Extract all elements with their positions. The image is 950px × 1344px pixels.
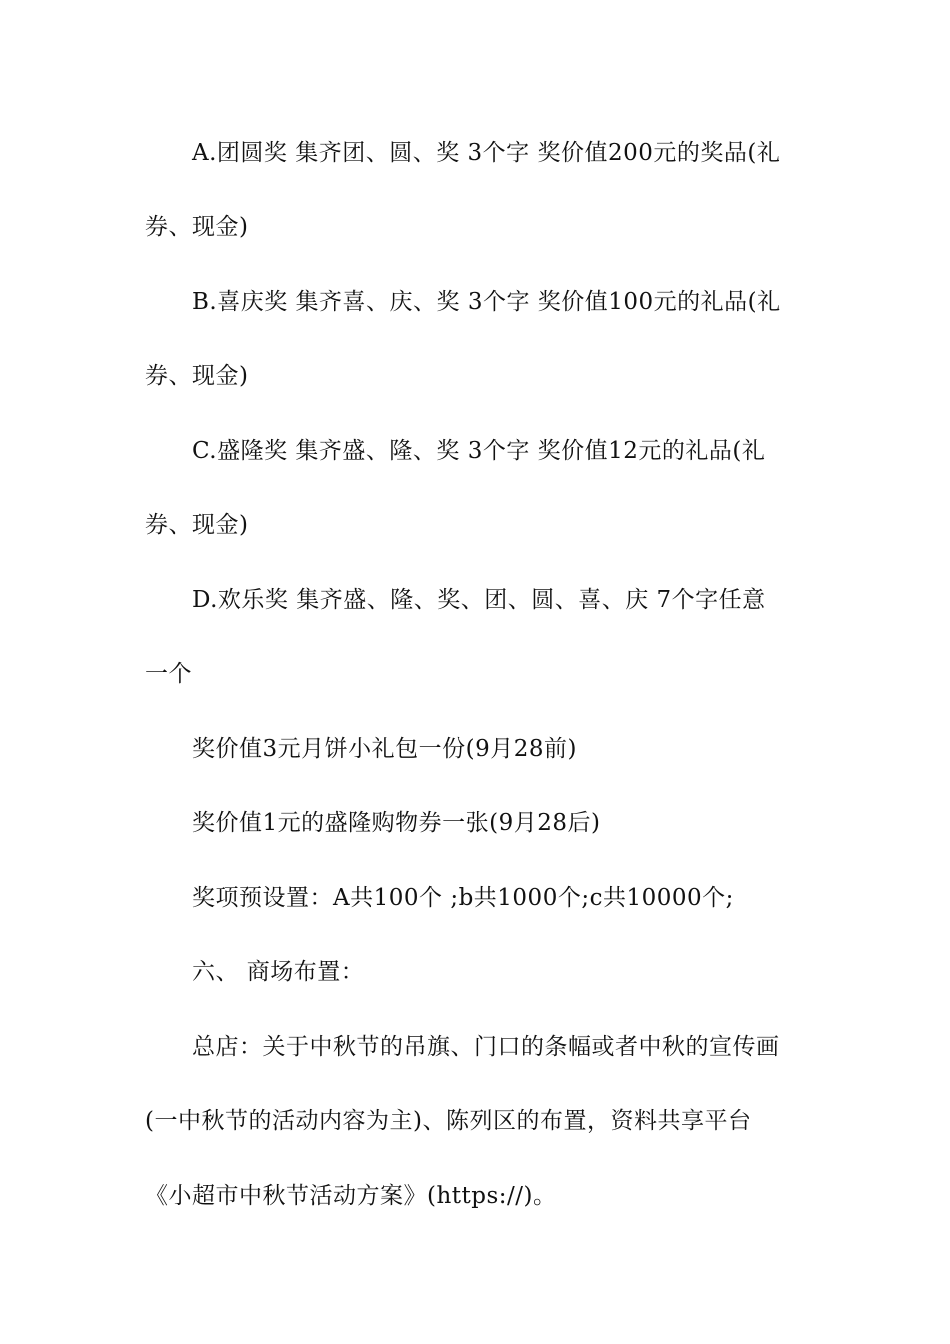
prize-a-continuation: 券、现金) [145,214,249,240]
store-layout-line: 总店：关于中秋节的吊旗、门口的条幅或者中秋的宣传画 [192,1034,780,1060]
prize-b-line: B.喜庆奖 集齐喜、庆、奖 3个字 奖价值100元的礼品(礼 [192,289,781,315]
store-layout-continuation: (一中秋节的活动内容为主)、陈列区的布置，资料共享平台 [145,1108,752,1134]
document-reference-line: 《小超市中秋节活动方案》(https://)。 [145,1183,557,1209]
prize-c-line: C.盛隆奖 集齐盛、隆、奖 3个字 奖价值12元的礼品(礼 [192,438,766,464]
prize-b-continuation: 券、现金) [145,363,249,389]
prize-d-before-date: 奖价值3元月饼小礼包一份(9月28前) [192,736,577,762]
prize-c-continuation: 券、现金) [145,512,249,538]
prize-d-continuation: 一个 [145,661,192,687]
section-six-heading: 六、 商场布置： [192,959,365,985]
prize-a-line: A.团圆奖 集齐团、圆、奖 3个字 奖价值200元的奖品(礼 [192,140,781,166]
prize-quota-line: 奖项预设置：A共100个 ;b共1000个;c共10000个; [192,885,734,911]
prize-d-after-date: 奖价值1元的盛隆购物券一张(9月28后) [192,810,601,836]
prize-d-line: D.欢乐奖 集齐盛、隆、奖、团、圆、喜、庆 7个字任意 [192,587,766,613]
